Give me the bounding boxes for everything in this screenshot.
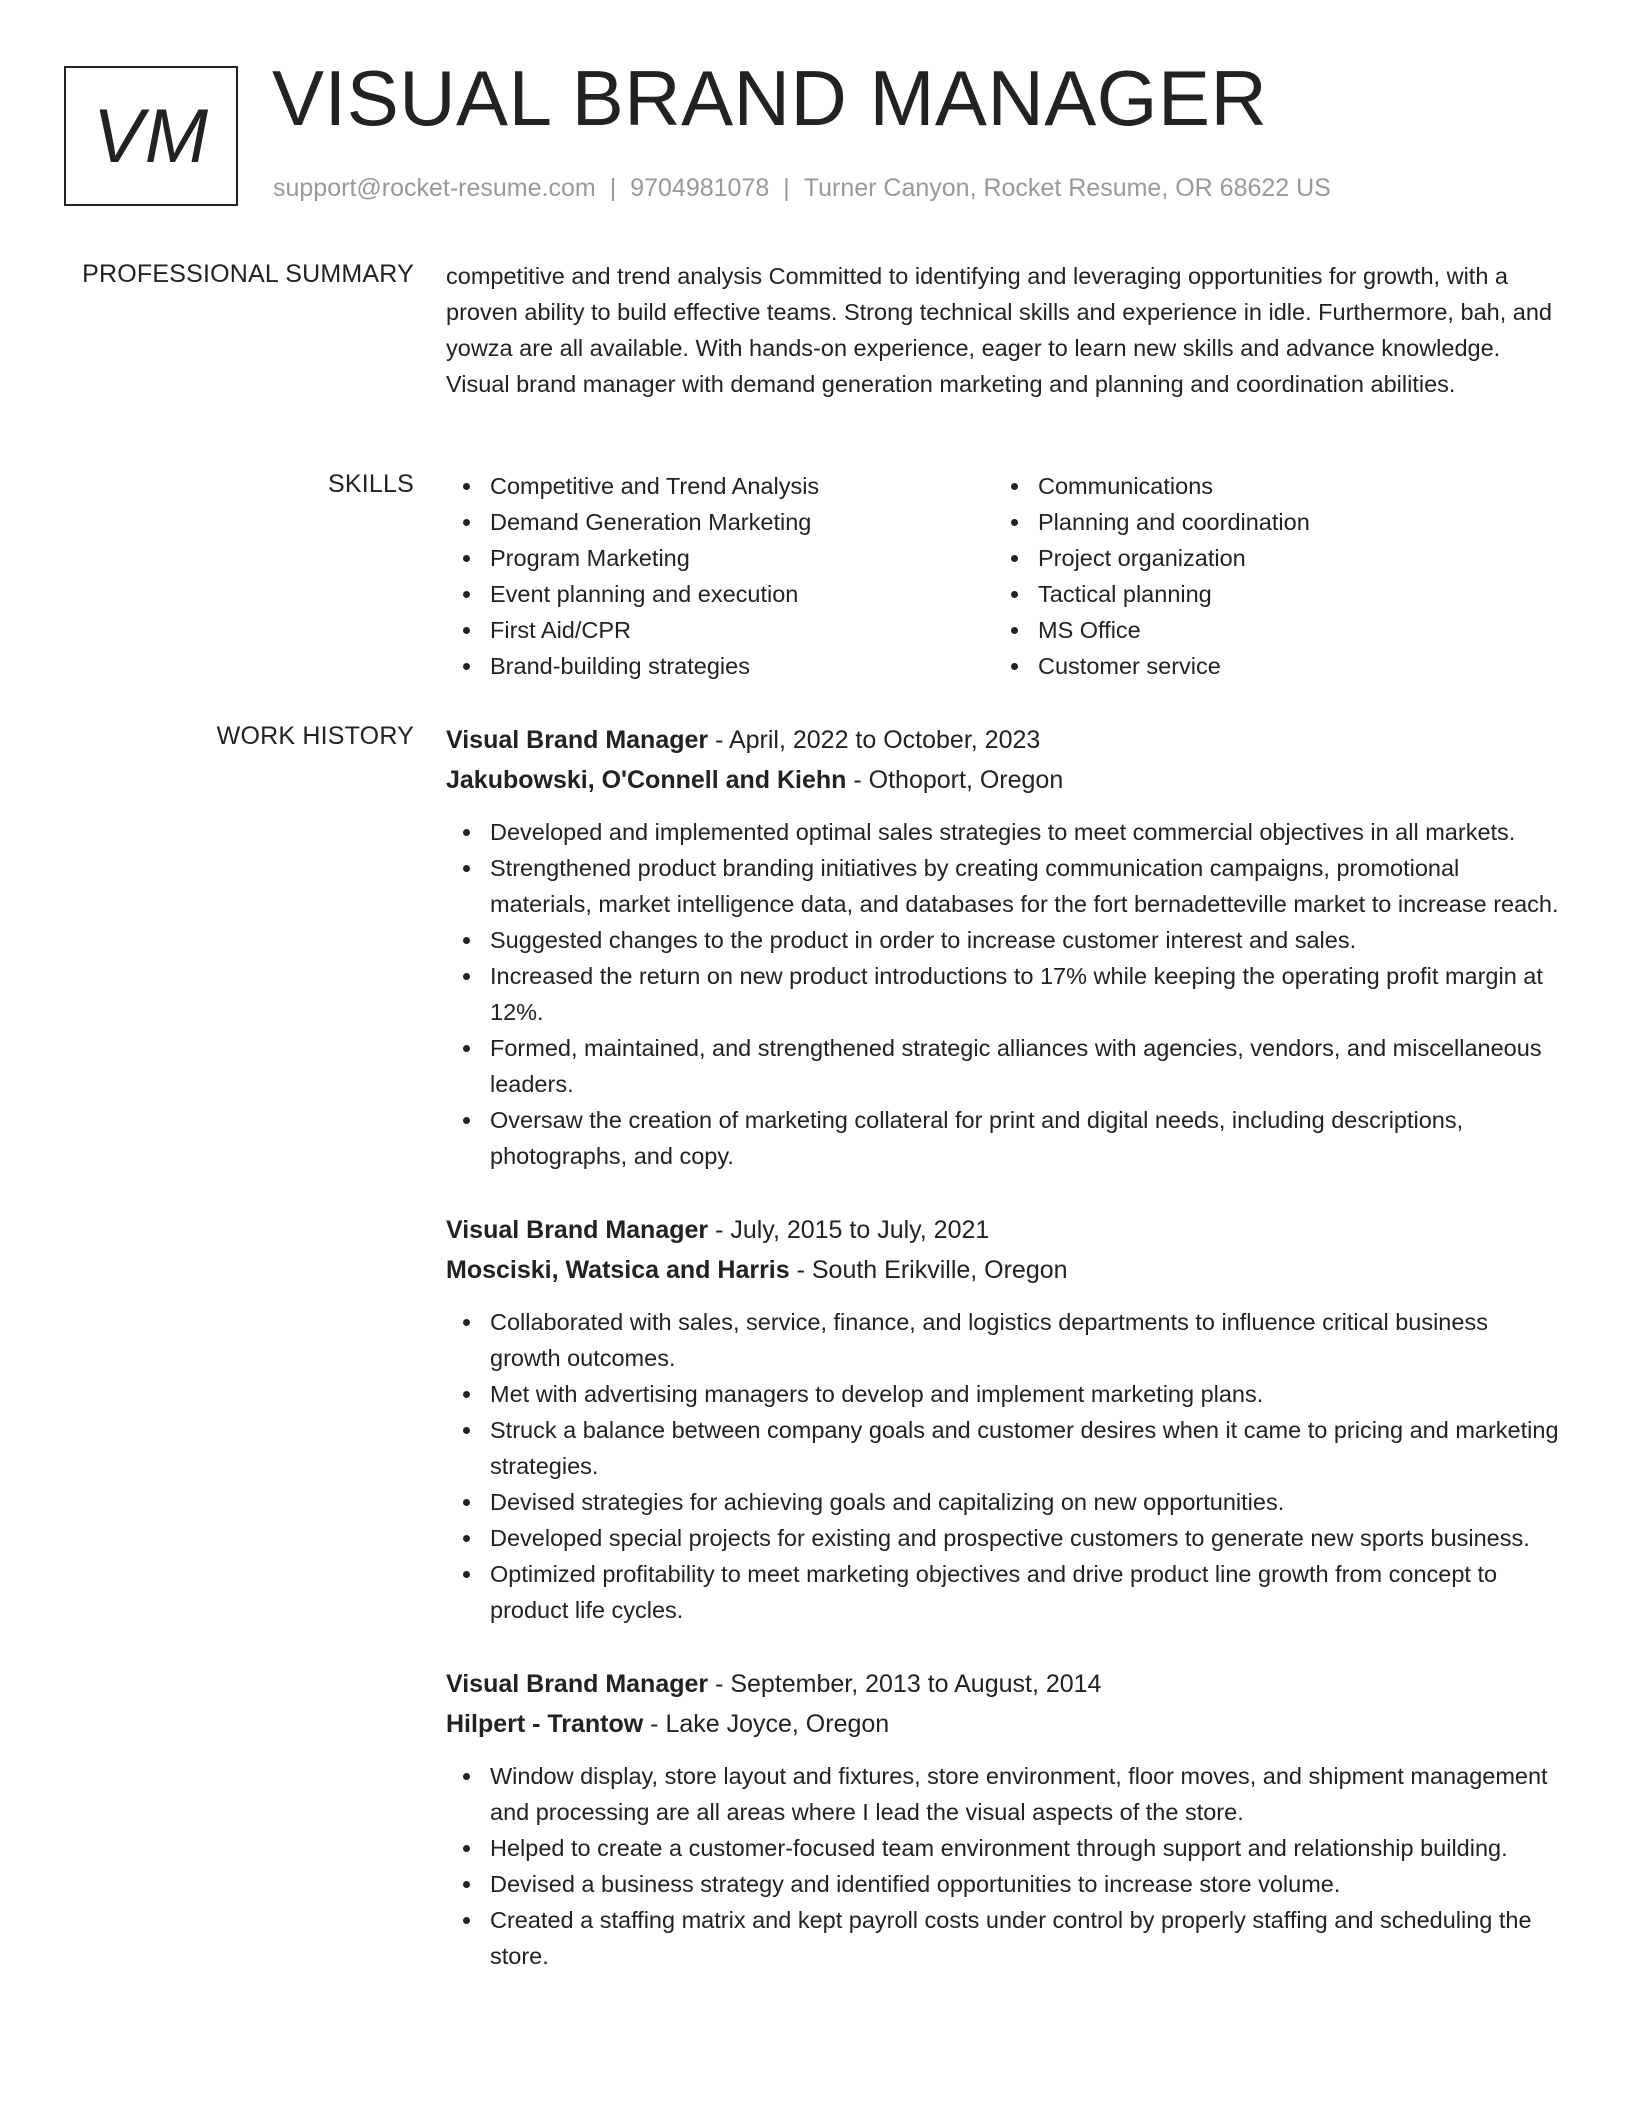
skill-item: First Aid/CPR [446,612,994,648]
contact-address: Turner Canyon, Rocket Resume, OR 68622 US [803,174,1331,202]
contact-line [273,174,1331,203]
job-company-line [446,760,1562,800]
job-bullet: Devised a business strategy and identified opportunities to increase store volume. [446,1866,1562,1902]
job-bullet-list [446,814,1562,1174]
skill-item: MS Office [994,612,1542,648]
job-entry [446,720,1562,1174]
job-company: Mosciski, Watsica and Harris [446,1256,790,1284]
job-bullet: Suggested changes to the product in order to increase customer interest and sales. [446,922,1562,958]
job-bullet: Collaborated with sales, service, finance, and logistics departments to influence critical business growth outcomes. [446,1304,1562,1376]
job-company: Hilpert - Trantow [446,1710,644,1738]
section-label-summary: PROFESSIONAL SUMMARY [82,260,414,288]
work-history-body [446,720,1562,2010]
job-bullet: Developed and implemented optimal sales strategies to meet commercial objectives in all markets. [446,814,1562,850]
skill-item: Competitive and Trend Analysis [446,468,994,504]
skills-body [446,468,1562,684]
job-bullet: Created a staffing matrix and kept payroll costs under control by properly staffing and scheduling the store. [446,1902,1562,1974]
job-dates: - April, 2022 to October, 2023 [708,726,1041,754]
job-entry [446,1210,1562,1628]
skills-list-right [994,468,1542,684]
skill-item: Customer service [994,648,1542,684]
job-location: - Lake Joyce, Oregon [643,1710,890,1738]
skill-item: Planning and coordination [994,504,1542,540]
job-title-line [446,1664,1562,1704]
job-location: - South Erikville, Oregon [789,1256,1068,1284]
job-title-line [446,1210,1562,1250]
job-location: - Othoport, Oregon [846,766,1064,794]
job-title: Visual Brand Manager [446,726,709,754]
skills-list-left [446,468,994,684]
section-label-skills: SKILLS [328,470,414,498]
job-company-line [446,1704,1562,1744]
job-bullet: Window display, store layout and fixtures, store environment, floor moves, and shipment management and processing are all areas where I lead the visual aspects of the store. [446,1758,1562,1830]
job-dates: - July, 2015 to July, 2021 [708,1216,990,1244]
job-company: Jakubowski, O'Connell and Kiehn [446,766,847,794]
skill-item: Project organization [994,540,1542,576]
skill-item: Event planning and execution [446,576,994,612]
job-bullet: Struck a balance between company goals and customer desires when it came to pricing and marketing strategies. [446,1412,1562,1484]
job-bullet: Oversaw the creation of marketing collateral for print and digital needs, including descriptions, photographs, and copy. [446,1102,1562,1174]
job-bullet: Helped to create a customer-focused team environment through support and relationship building. [446,1830,1562,1866]
skill-item: Brand-building strategies [446,648,994,684]
contact-phone: 9704981078 [630,174,770,202]
job-title: Visual Brand Manager [446,1670,709,1698]
job-company-line [446,1250,1562,1290]
skill-item: Demand Generation Marketing [446,504,994,540]
monogram-logo: VM [64,66,238,206]
job-title-line [446,720,1562,760]
skill-item: Program Marketing [446,540,994,576]
job-bullet: Optimized profitability to meet marketing objectives and drive product line growth from concept to product life cycles. [446,1556,1562,1628]
contact-email: support@rocket-resume.com [273,174,596,202]
job-bullet: Met with advertising managers to develop and implement marketing plans. [446,1376,1562,1412]
resume-title: VISUAL BRAND MANAGER [272,54,1268,142]
job-bullet: Devised strategies for achieving goals and capitalizing on new opportunities. [446,1484,1562,1520]
job-bullet-list [446,1758,1562,1974]
job-dates: - September, 2013 to August, 2014 [708,1670,1102,1698]
skills-columns [446,468,1562,684]
contact-separator: | [783,174,790,202]
job-bullet: Increased the return on new product introductions to 17% while keeping the operating profit margin at 12%. [446,958,1562,1030]
job-bullet: Developed special projects for existing and prospective customers to generate new sports business. [446,1520,1562,1556]
job-bullet: Formed, maintained, and strengthened strategic alliances with agencies, vendors, and miscellaneous leaders. [446,1030,1562,1102]
job-entry [446,1664,1562,1974]
job-bullet: Strengthened product branding initiatives by creating communication campaigns, promotional materials, market intelligence data, and databases for the fort bernadetteville market to increase reach. [446,850,1562,922]
summary-body [446,258,1562,402]
summary-text: competitive and trend analysis Committed to identifying and leveraging opportunities for growth, with a proven ability to build effective teams. Strong technical skills and experience in idle. Furthermore, bah, and yowza are all available. With hands-on experience, eager to learn new skills and advance knowledge. Visual brand manager with demand generation marketing and planning and coordination abilities. [446,263,1552,397]
skill-item: Tactical planning [994,576,1542,612]
job-bullet-list [446,1304,1562,1628]
skill-item: Communications [994,468,1542,504]
section-label-work-history: WORK HISTORY [216,722,414,750]
job-title: Visual Brand Manager [446,1216,709,1244]
contact-separator: | [609,174,617,202]
